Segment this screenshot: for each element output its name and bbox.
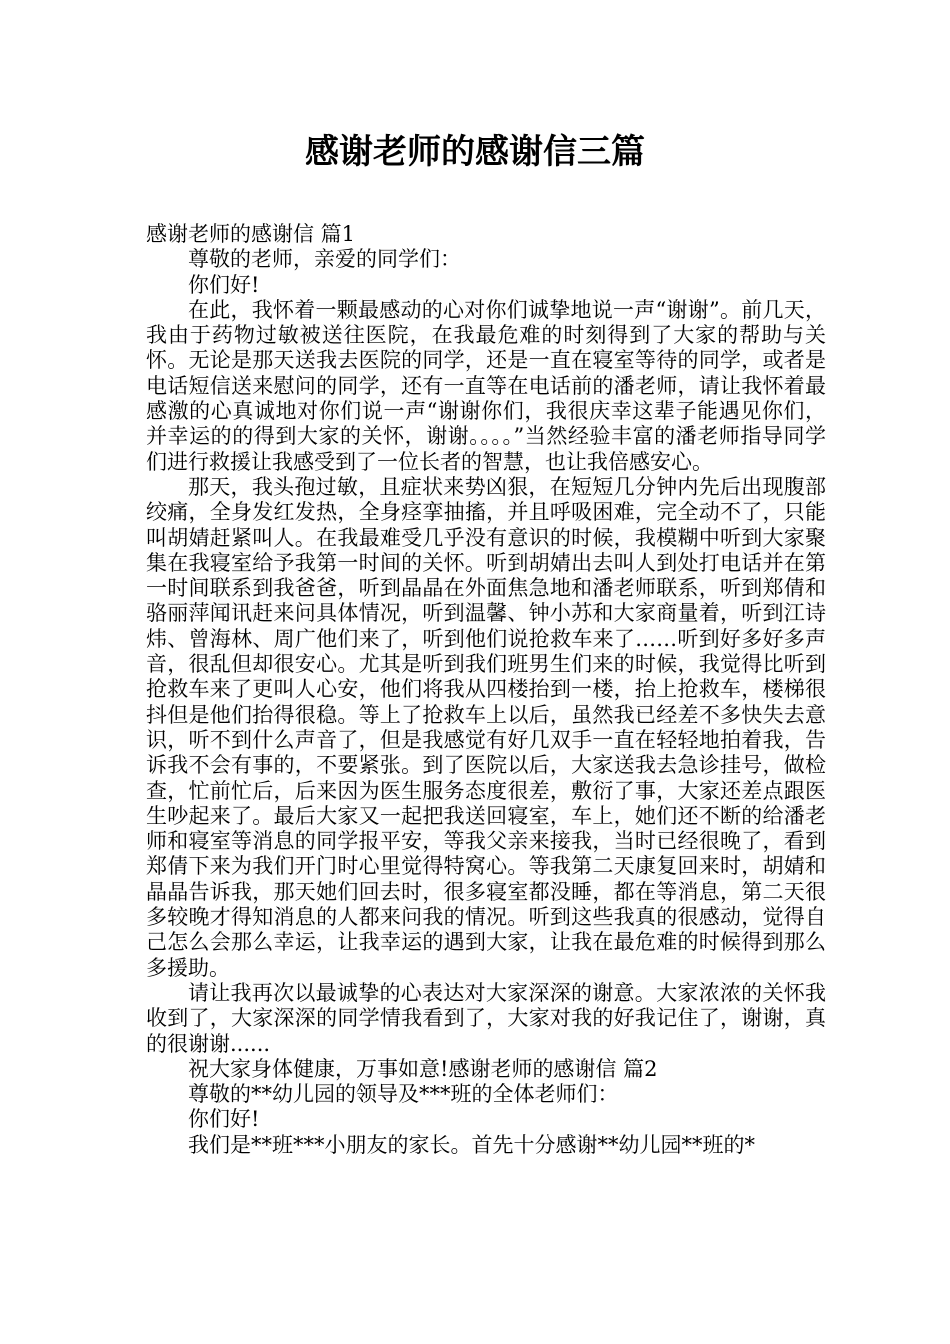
salutation: 尊敬的老师，亲爱的同学们： bbox=[188, 247, 461, 272]
section-heading: 感谢老师的感谢信 篇1 bbox=[146, 222, 356, 246]
body-paragraph: 请让我再次以最诚挚的心表达对大家深深的谢意。大家浓浓的关怀我收到了，大家深深的同学情我看到了，大家对我的好我记住了，谢谢，真的很谢谢...... bbox=[146, 980, 826, 1056]
greeting: 你们好! bbox=[188, 1107, 260, 1132]
document-body bbox=[146, 222, 826, 1158]
closing-paragraph: 祝大家身体健康，万事如意!感谢老师的感谢信 篇2 bbox=[188, 1056, 658, 1081]
body-paragraph: 在此，我怀着一颗最感动的心对你们诚挚地说一声“谢谢”。前几天，我由于药物过敏被送往医院，在我最危难的时刻得到了大家的帮助与关怀。无论是那天送我去医院的同学，还是一直在寝室等待的同学，或者是电话短信送来慰问的同学，还有一直等在电话前的潘老师，请让我怀着最感激的心真诚地对你们说一声“谢谢你们，我很庆幸这辈子能遇见你们，并幸运的的得到大家的关怀，谢谢。。。。”当然经验丰富的潘老师指导同学们进行救援让我感受到了一位长者的智慧，也让我倍感安心。 bbox=[146, 297, 826, 474]
salutation: 尊敬的**幼儿园的领导及***班的全体老师们： bbox=[188, 1082, 619, 1107]
document-title: 感谢老师的感谢信三篇 bbox=[305, 132, 645, 172]
greeting: 你们好! bbox=[188, 272, 260, 297]
body-paragraph: 我们是**班***小朋友的家长。首先十分感谢**幼儿园**班的* bbox=[188, 1132, 755, 1157]
body-paragraph: 那天，我头孢过敏，且症状来势凶狠，在短短几分钟内先后出现腹部绞痛，全身发红发热，全身痉挛抽搐，并且呼吸困难，完全动不了，只能叫胡婧赶紧叫人。在我最难受几乎没有意识的时候，我模糊中听到大家聚集在我寝室给予我第一时间的关怀。听到胡婧出去叫人到处打电话并在第一时间联系到我爸爸，听到晶晶在外面焦急地和潘老师联系，听到郑倩和骆丽萍闻讯赶来问具体情况，听到温馨、钟小苏和大家商量着，听到江诗炜、曾海林、周广他们来了，听到他们说抢救车来了……听到好多好多声音，很乱但却很安心。尤其是听到我们班男生们来的时候，我觉得比听到抢救车来了更叫人心安，他们将我从四楼抬到一楼，抬上抢救车，楼梯很抖但是他们抬得很稳。等上了抢救车上以后，虽然我已经差不多快失去意识，听不到什么声音了，但是我感觉有好几双手一直在轻轻地拍着我，告诉我不会有事的，不要紧张。到了医院以后，大家送我去急诊挂号，做检查，忙前忙后，后来因为医生服务态度很差，敷衍了事，大家还差点跟医生吵起来了。最后大家又一起把我送回寝室，车上，她们还不断的给潘老师和寝室等消息的同学报平安，等我父亲来接我，当时已经很晚了，看到郑倩下来为我们开门时心里觉得特窝心。等我第二天康复回来时，胡婧和晶晶告诉我，那天她们回去时，很多寝室都没睡，都在等消息，第二天很多较晚才得知消息的人都来问我的情况。听到这些我真的很感动，觉得自己怎么会那么幸运，让我幸运的遇到大家，让我在最危难的时候得到那么多援助。 bbox=[146, 474, 826, 980]
